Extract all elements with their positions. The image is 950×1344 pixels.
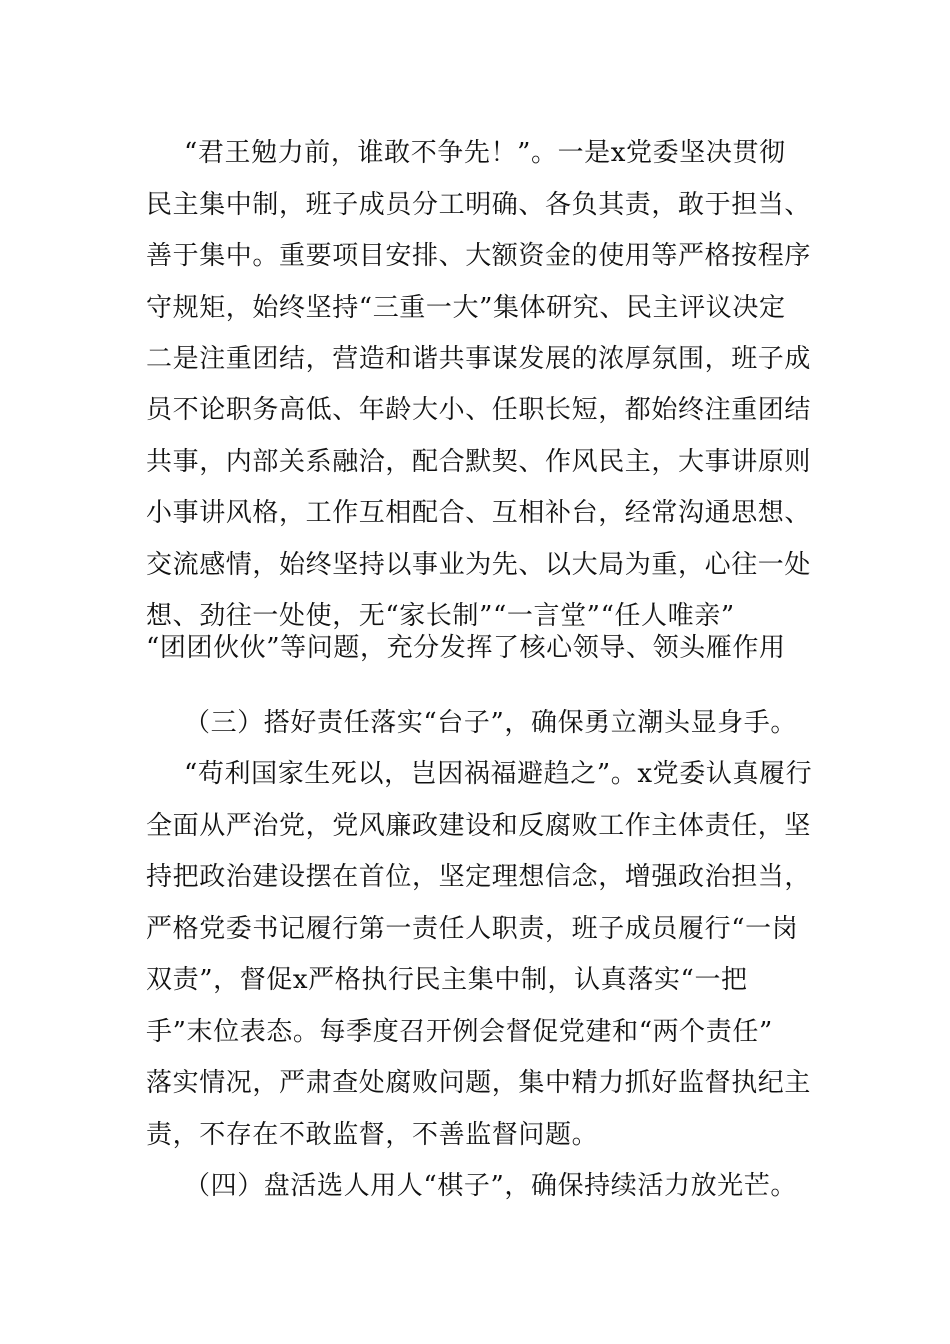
paragraph-line: 落实情况，严肃查处腐败问题，集中精力抓好监督执纪主 (146, 1068, 812, 1098)
paragraph-line: “团团伙伙”等问题，充分发挥了核心领导、领头雁作用 (146, 633, 786, 663)
paragraph-line: 手”末位表态。每季度召开例会督促党建和“两个责任” (146, 1017, 773, 1047)
paragraph-line: 善于集中。重要项目安排、大额资金的使用等严格按程序 (146, 241, 812, 271)
paragraph-line: “君王勉力前，谁敢不争先！”。一是x党委坚决贯彻 (184, 138, 786, 168)
paragraph-line: 持把政治建设摆在首位，坚定理想信念，增强政治担当， (146, 862, 812, 892)
paragraph-line: 全面从严治党，党风廉政建设和反腐败工作主体责任，坚 (146, 811, 812, 841)
paragraph-line: 守规矩，始终坚持“三重一大”集体研究、民主评议决定 (146, 293, 786, 323)
paragraph-line: 想、劲往一处使，无“家长制”“一言堂”“任人唯亲” (146, 601, 735, 631)
paragraph-line: 双责”，督促x严格执行民主集中制，认真落实“一把 (146, 965, 748, 995)
paragraph-line: “苟利国家生死以，岂因祸福避趋之”。x党委认真履行 (184, 759, 813, 789)
paragraph-line: 责，不存在不敢监督，不善监督问题。 (146, 1120, 599, 1150)
section-heading: （三）搭好责任落实“台子”，确保勇立潮头显身手。 (184, 708, 797, 738)
paragraph-line: 民主集中制，班子成员分工明确、各负其责，敢于担当、 (146, 190, 812, 220)
section-heading: （四）盘活选人用人“棋子”，确保持续活力放光芒。 (184, 1171, 797, 1201)
paragraph-line: 严格党委书记履行第一责任人职责，班子成员履行“一岗 (146, 914, 799, 944)
paragraph-line: 二是注重团结，营造和谐共事谋发展的浓厚氛围，班子成 (146, 344, 812, 374)
paragraph-line: 小事讲风格，工作互相配合、互相补台，经常沟通思想、 (146, 498, 812, 528)
paragraph-line: 交流感情，始终坚持以事业为先、以大局为重，心往一处 (146, 550, 812, 580)
paragraph-line: 员不论职务高低、年龄大小、任职长短，都始终注重团结 (146, 395, 812, 425)
paragraph-line: 共事，内部关系融洽，配合默契、作风民主，大事讲原则 (146, 447, 812, 477)
